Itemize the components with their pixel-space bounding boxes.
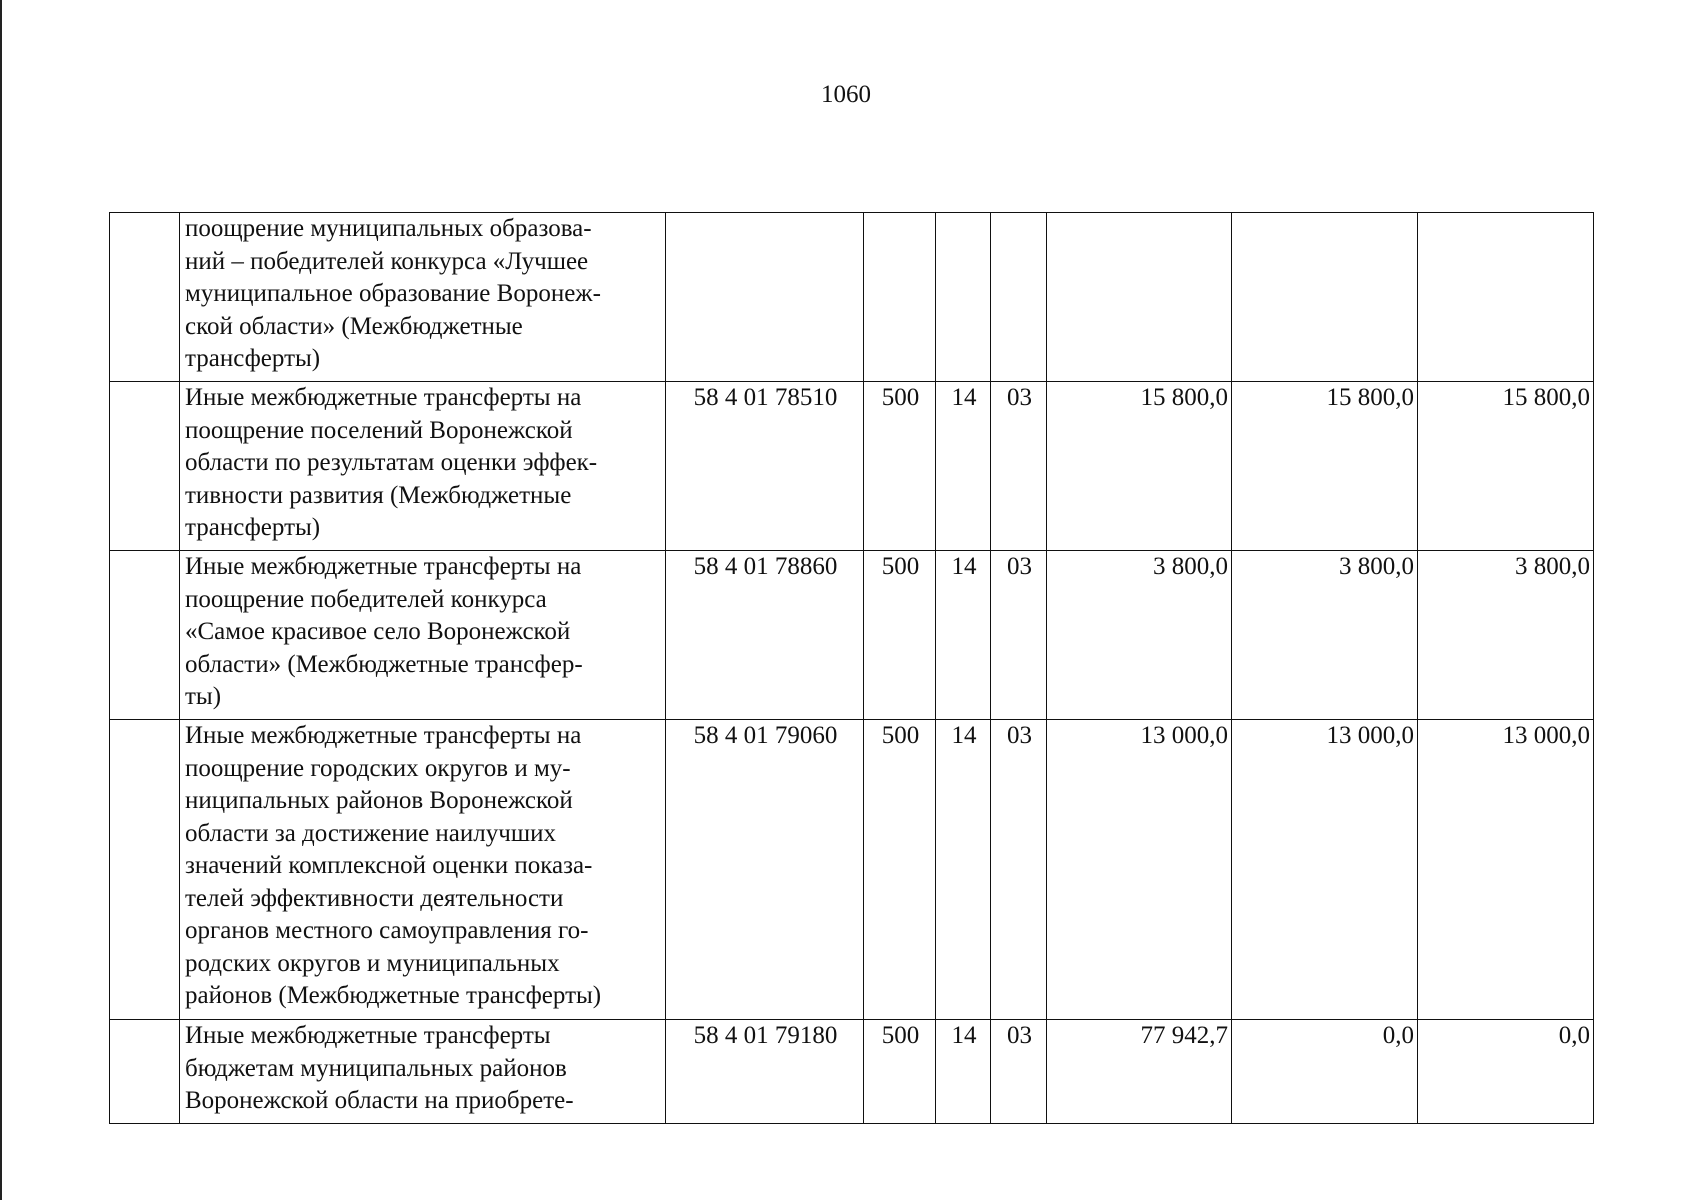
section-cell: 14 bbox=[936, 720, 991, 1020]
amount-1-cell: 15 800,0 bbox=[1047, 382, 1232, 551]
scan-edge-line bbox=[0, 0, 2, 1200]
expense-type-cell: 500 bbox=[864, 720, 936, 1020]
description-cell: Иные межбюджетные трансферты на поощрение городских округов и му- ниципальных районов Воронежской области за достижение наилучших значений комплексной оценки показа- телей эффективности деятельности органов местного самоуправления го- родских округов и муниципальных районов (Межбюджетные трансферты) bbox=[180, 720, 666, 1020]
target-code-cell: 58 4 01 78860 bbox=[666, 551, 864, 720]
row-number-cell bbox=[110, 551, 180, 720]
amount-3-cell: 3 800,0 bbox=[1418, 551, 1594, 720]
section-cell: 14 bbox=[936, 1020, 991, 1124]
amount-3-cell: 0,0 bbox=[1418, 1020, 1594, 1124]
description-cell: Иные межбюджетные трансферты на поощрение поселений Воронежской области по результатам оценки эффек- тивности развития (Межбюджетные трансферты) bbox=[180, 382, 666, 551]
target-code-cell bbox=[666, 213, 864, 382]
page-number: 1060 bbox=[821, 81, 871, 108]
subsection-cell bbox=[991, 213, 1047, 382]
amount-1-cell bbox=[1047, 213, 1232, 382]
target-code-cell: 58 4 01 79060 bbox=[666, 720, 864, 1020]
subsection-cell: 03 bbox=[991, 382, 1047, 551]
row-number-cell bbox=[110, 213, 180, 382]
table-row bbox=[110, 382, 1594, 551]
table-row bbox=[110, 551, 1594, 720]
amount-1-cell: 3 800,0 bbox=[1047, 551, 1232, 720]
row-number-cell bbox=[110, 720, 180, 1020]
expense-type-cell: 500 bbox=[864, 1020, 936, 1124]
target-code-cell: 58 4 01 79180 bbox=[666, 1020, 864, 1124]
target-code-cell: 58 4 01 78510 bbox=[666, 382, 864, 551]
amount-3-cell: 13 000,0 bbox=[1418, 720, 1594, 1020]
row-number-cell bbox=[110, 1020, 180, 1124]
description-cell: Иные межбюджетные трансферты бюджетам муниципальных районов Воронежской области на приобрете- bbox=[180, 1020, 666, 1124]
amount-1-cell: 13 000,0 bbox=[1047, 720, 1232, 1020]
expense-type-cell bbox=[864, 213, 936, 382]
section-cell: 14 bbox=[936, 382, 991, 551]
amount-1-cell: 77 942,7 bbox=[1047, 1020, 1232, 1124]
amount-3-cell bbox=[1418, 213, 1594, 382]
row-number-cell bbox=[110, 382, 180, 551]
subsection-cell: 03 bbox=[991, 720, 1047, 1020]
amount-2-cell: 0,0 bbox=[1232, 1020, 1418, 1124]
description-cell: поощрение муниципальных образова- ний – победителей конкурса «Лучшее муниципальное образование Воронеж- ской области» (Межбюджетные трансферты) bbox=[180, 213, 666, 382]
section-cell bbox=[936, 213, 991, 382]
amount-2-cell: 15 800,0 bbox=[1232, 382, 1418, 551]
amount-2-cell: 3 800,0 bbox=[1232, 551, 1418, 720]
description-cell: Иные межбюджетные трансферты на поощрение победителей конкурса «Самое красивое село Воронежской области» (Межбюджетные трансфер- ты) bbox=[180, 551, 666, 720]
subsection-cell: 03 bbox=[991, 1020, 1047, 1124]
amount-2-cell bbox=[1232, 213, 1418, 382]
expense-type-cell: 500 bbox=[864, 551, 936, 720]
subsection-cell: 03 bbox=[991, 551, 1047, 720]
table-row bbox=[110, 213, 1594, 382]
table-row bbox=[110, 720, 1594, 1020]
amount-2-cell: 13 000,0 bbox=[1232, 720, 1418, 1020]
section-cell: 14 bbox=[936, 551, 991, 720]
amount-3-cell: 15 800,0 bbox=[1418, 382, 1594, 551]
table-row bbox=[110, 1020, 1594, 1124]
expense-type-cell: 500 bbox=[864, 382, 936, 551]
budget-table bbox=[109, 212, 1594, 1124]
